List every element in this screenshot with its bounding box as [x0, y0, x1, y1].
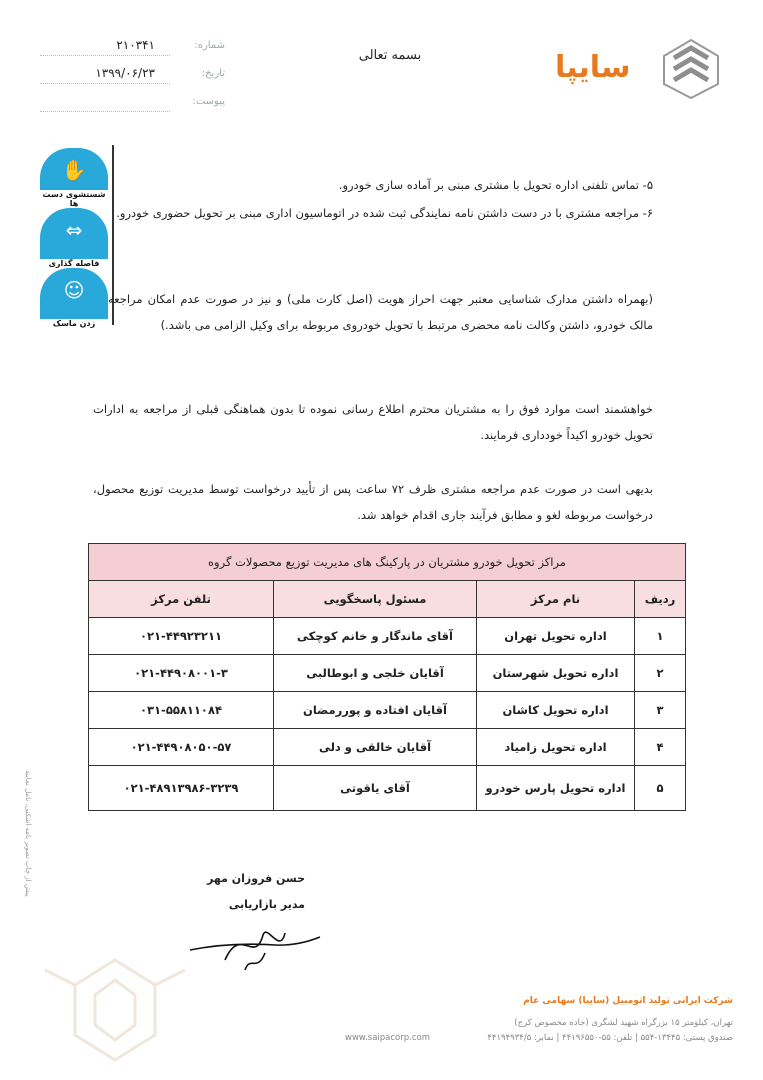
phone: ۰۲۱-۴۴۹۲۳۲۱۱ — [89, 618, 274, 655]
footer-contact: صندوق پستی: ۱۳۴۴۵-۵۵۴ | تلفن: ۵۵-۴۴۱۹۶۵۵۰ | نمابر: ۴۴۱۹۴۹۳۴/۵ — [487, 1033, 733, 1043]
hand-wash-icon: ✋ شستشوی دست ها — [40, 148, 108, 206]
phone: ۰۲۱-۴۴۹۰۸۰۰۱-۳ — [89, 655, 274, 692]
row-number: ۲ — [635, 655, 686, 692]
company-logo-text: سایپا — [555, 50, 631, 85]
id-note: (بهمراه داشتن مدارک شناسایی معتبر جهت احراز هویت (اصل کارت ملی) و نیز در صورت عدم امکان مراجعه مالک خودرو، داشتن وکالت نامه محضری مرتبط با تحویل خودروی مربوطه برای وکیل الزامی می باشد.) — [108, 292, 653, 332]
request-paragraph: خواهشمند است موارد فوق را به مشتریان محترم اطلاع رسانی نموده تا بدون هماهنگی قبلی از مراجعه به ادارات تحویل خودرو اکیداً خودداری فرمایند. — [93, 402, 653, 442]
table-caption-row — [89, 544, 686, 581]
center-name: اداره تحویل شهرستان — [477, 655, 635, 692]
table-row — [89, 655, 686, 692]
header-row-number: ردیف — [635, 581, 686, 618]
table-row — [89, 692, 686, 729]
number-label: شماره: — [194, 40, 225, 51]
item-5: ۵- تماس تلفنی اداره تحویل با مشتری مبنی بر آماده سازی خودرو. — [338, 178, 653, 192]
center-name: اداره تحویل زامیاد — [477, 729, 635, 766]
table-row — [89, 618, 686, 655]
hand-wash-label: شستشوی دست ها — [40, 190, 108, 208]
footer-company: شرکت ایرانی تولید اتومبیل (سایپا) سهامی عام — [523, 996, 733, 1006]
signer-title: مدیر بازاریابی — [228, 898, 305, 911]
date-line — [40, 83, 170, 84]
center-name: اداره تحویل کاشان — [477, 692, 635, 729]
row-number: ۳ — [635, 692, 686, 729]
table-header-row — [89, 581, 686, 618]
phone: ۰۲۱-۴۴۹۰۸۰۵۰-۵۷ — [89, 729, 274, 766]
obvious-paragraph: بدیهی است در صورت عدم مراجعه مشتری ظرف ۷۲ ساعت پس از تأیید درخواست توسط مدیریت توزیع محصول، درخواست مربوطه لغو و مطابق فرآیند جاری اقدام خواهد شد. — [93, 482, 653, 522]
row-number: ۱ — [635, 618, 686, 655]
header-responsible: مسئول پاسخگویی — [274, 581, 477, 618]
row-number: ۴ — [635, 729, 686, 766]
footer-pattern-icon — [35, 950, 195, 1075]
date-value: ۱۳۹۹/۰۶/۲۳ — [95, 66, 155, 80]
attachment-line — [40, 111, 170, 112]
phone: ۰۲۱-۴۸۹۱۳۹۸۶-۳۲۳۹ — [89, 766, 274, 811]
distance-label: فاصله گذاری — [40, 259, 108, 268]
number-value: ۲۱۰۳۴۱ — [116, 38, 155, 52]
number-line — [40, 55, 170, 56]
header-phone: تلفن مرکز — [89, 581, 274, 618]
bismillah: بسمه تعالی — [358, 48, 422, 63]
signer-name: حسن فروزان مهر — [207, 872, 305, 885]
attachment-label: پیوست: — [192, 96, 225, 107]
footer-website[interactable]: www.saipacorp.com — [345, 1033, 430, 1043]
table-caption: مراکز تحویل خودرو مشتریان در پارکینگ های مدیریت توزیع محصولات گروه — [89, 544, 686, 581]
letter-date-row — [40, 68, 225, 84]
signature-scribble-icon — [185, 915, 325, 975]
distance-icon: ⇔ فاصله گذاری — [40, 208, 108, 266]
header-center-name: نام مرکز — [477, 581, 635, 618]
saipa-logo-icon — [660, 38, 722, 100]
mask-label: زدن ماسک — [40, 319, 108, 328]
date-label: تاریخ: — [201, 68, 225, 79]
letter-number-row — [40, 40, 225, 56]
responsible: آقایان خالقی و دلی — [274, 729, 477, 766]
print-note: پیش از چاپ تصویر نامه اشکنی، تامل نمایید — [24, 770, 32, 897]
delivery-centers-table — [88, 543, 686, 811]
letter-attachment-row — [40, 96, 225, 112]
responsible: آقایان افتاده و پوررمضان — [274, 692, 477, 729]
mask-icon: ☺ زدن ماسک — [40, 268, 108, 326]
phone: ۰۳۱-۵۵۸۱۱۰۸۴ — [89, 692, 274, 729]
item-6: ۶- مراجعه مشتری با در دست داشتن نامه نمایندگی ثبت شده در اتوماسیون اداری مبنی بر تحویل حضوری خودرو. — [116, 206, 653, 220]
row-number: ۵ — [635, 766, 686, 811]
footer-address: تهران، کیلومتر ۱۵ بزرگراه شهید لشگری (جاده مخصوص کرج) — [514, 1018, 733, 1028]
center-name: اداره تحویل تهران — [477, 618, 635, 655]
responsible: آقایان خلجی و ابوطالبی — [274, 655, 477, 692]
table-row — [89, 729, 686, 766]
responsible: آقای ماندگار و خانم کوچکی — [274, 618, 477, 655]
table-row — [89, 766, 686, 811]
center-name: اداره تحویل پارس خودرو — [477, 766, 635, 811]
responsible: آقای یاقوتی — [274, 766, 477, 811]
